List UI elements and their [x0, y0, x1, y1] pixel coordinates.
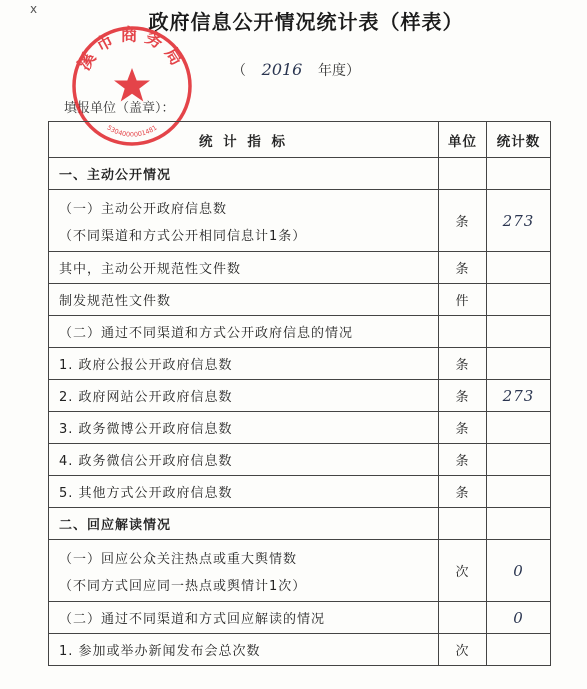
handwritten-value: 273 — [502, 211, 535, 230]
indicator-cell — [49, 316, 439, 348]
value-cell — [487, 380, 551, 412]
unit-cell: 条 — [439, 476, 487, 508]
indicator-cell — [49, 476, 439, 508]
value-cell — [487, 508, 551, 540]
indicator-cell — [49, 284, 439, 316]
indicator-text: 1. 参加或举办新闻发布会总次数 — [59, 644, 261, 659]
indicator-text: 4. 政务微信公开政府信息数 — [59, 454, 233, 469]
unit-cell: 条 — [439, 380, 487, 412]
value-cell — [487, 602, 551, 634]
indicator-cell — [49, 412, 439, 444]
unit-cell — [439, 508, 487, 540]
indicator-cell — [49, 380, 439, 412]
table-row — [49, 316, 551, 348]
unit-cell: 条 — [439, 348, 487, 380]
handwritten-value: 0 — [513, 561, 524, 580]
seal-name-text: 溪市商务局 — [74, 25, 190, 75]
unit-cell — [439, 158, 487, 190]
indicator-cell — [49, 508, 439, 540]
indicator-text: （一）主动公开政府信息数 — [59, 201, 228, 217]
indicator-cell — [49, 602, 439, 634]
unit-cell: 条 — [439, 190, 487, 252]
handwritten-value: 273 — [502, 386, 535, 405]
indicator-cell — [49, 444, 439, 476]
reporting-unit-label: 填报单位（盖章）： — [64, 101, 175, 116]
year-suffix: 年度） — [318, 63, 360, 79]
indicator-cell — [49, 252, 439, 284]
header-indicator: 统 计 指 标 — [49, 122, 439, 158]
table-row — [49, 380, 551, 412]
indicator-text: （一）回应公众关注热点或重大舆情数 — [59, 551, 298, 567]
unit-cell — [439, 316, 487, 348]
value-cell — [487, 348, 551, 380]
unit-cell — [439, 602, 487, 634]
seal-number-text: 5304000001481 — [105, 123, 159, 139]
indicator-text: 制发规范性文件数 — [59, 294, 172, 309]
value-cell — [487, 190, 551, 252]
handwritten-value: 0 — [513, 608, 524, 627]
value-cell — [487, 412, 551, 444]
value-cell — [487, 316, 551, 348]
year-value: 2016 — [261, 60, 303, 79]
value-cell — [487, 634, 551, 666]
table-row — [49, 412, 551, 444]
indicator-text: 一、主动公开情况 — [59, 168, 172, 183]
page-title: 政府信息公开情况统计表（样表） — [148, 10, 464, 34]
indicator-cell — [49, 634, 439, 666]
scan-mark: ⅹ — [30, 2, 38, 16]
table-row — [49, 476, 551, 508]
indicator-text: 二、回应解读情况 — [59, 518, 172, 533]
section-row — [49, 508, 551, 540]
indicator-cell — [49, 348, 439, 380]
table-row — [49, 252, 551, 284]
table-row — [49, 602, 551, 634]
unit-cell: 条 — [439, 252, 487, 284]
indicator-text: 1. 政府公报公开政府信息数 — [59, 358, 233, 373]
value-cell — [487, 284, 551, 316]
indicator-text: 3. 政务微博公开政府信息数 — [59, 422, 233, 437]
indicator-text: 2. 政府网站公开政府信息数 — [59, 390, 233, 405]
unit-cell: 次 — [439, 634, 487, 666]
header-unit: 单位 — [439, 122, 487, 158]
report-year — [232, 60, 360, 80]
section-row — [49, 158, 551, 190]
table-row — [49, 190, 551, 252]
year-open-paren: （ — [232, 63, 246, 79]
table-row — [49, 540, 551, 602]
table-header-row — [49, 122, 551, 158]
value-cell — [487, 540, 551, 602]
header-value: 统计数 — [487, 122, 551, 158]
value-cell — [487, 158, 551, 190]
indicator-note-text: （不同方式回应同一热点或舆情计1次） — [59, 578, 307, 594]
indicator-text: 5. 其他方式公开政府信息数 — [59, 486, 233, 501]
unit-cell: 条 — [439, 444, 487, 476]
indicator-text: 其中，主动公开规范性文件数 — [59, 262, 242, 277]
indicator-text: （二）通过不同渠道和方式回应解读的情况 — [59, 612, 326, 627]
table-row — [49, 348, 551, 380]
value-cell — [487, 252, 551, 284]
indicator-text: （二）通过不同渠道和方式公开政府信息的情况 — [59, 326, 354, 341]
table-row — [49, 444, 551, 476]
indicator-cell — [49, 190, 439, 252]
unit-cell: 条 — [439, 412, 487, 444]
table-row — [49, 634, 551, 666]
value-cell — [487, 444, 551, 476]
indicator-cell — [49, 158, 439, 190]
table-row — [49, 284, 551, 316]
indicator-cell — [49, 540, 439, 602]
unit-cell: 件 — [439, 284, 487, 316]
indicator-note-text: （不同渠道和方式公开相同信息计1条） — [59, 228, 307, 244]
seal-star-icon — [114, 68, 150, 102]
value-cell — [487, 476, 551, 508]
statistics-table — [48, 121, 551, 666]
unit-cell: 次 — [439, 540, 487, 602]
